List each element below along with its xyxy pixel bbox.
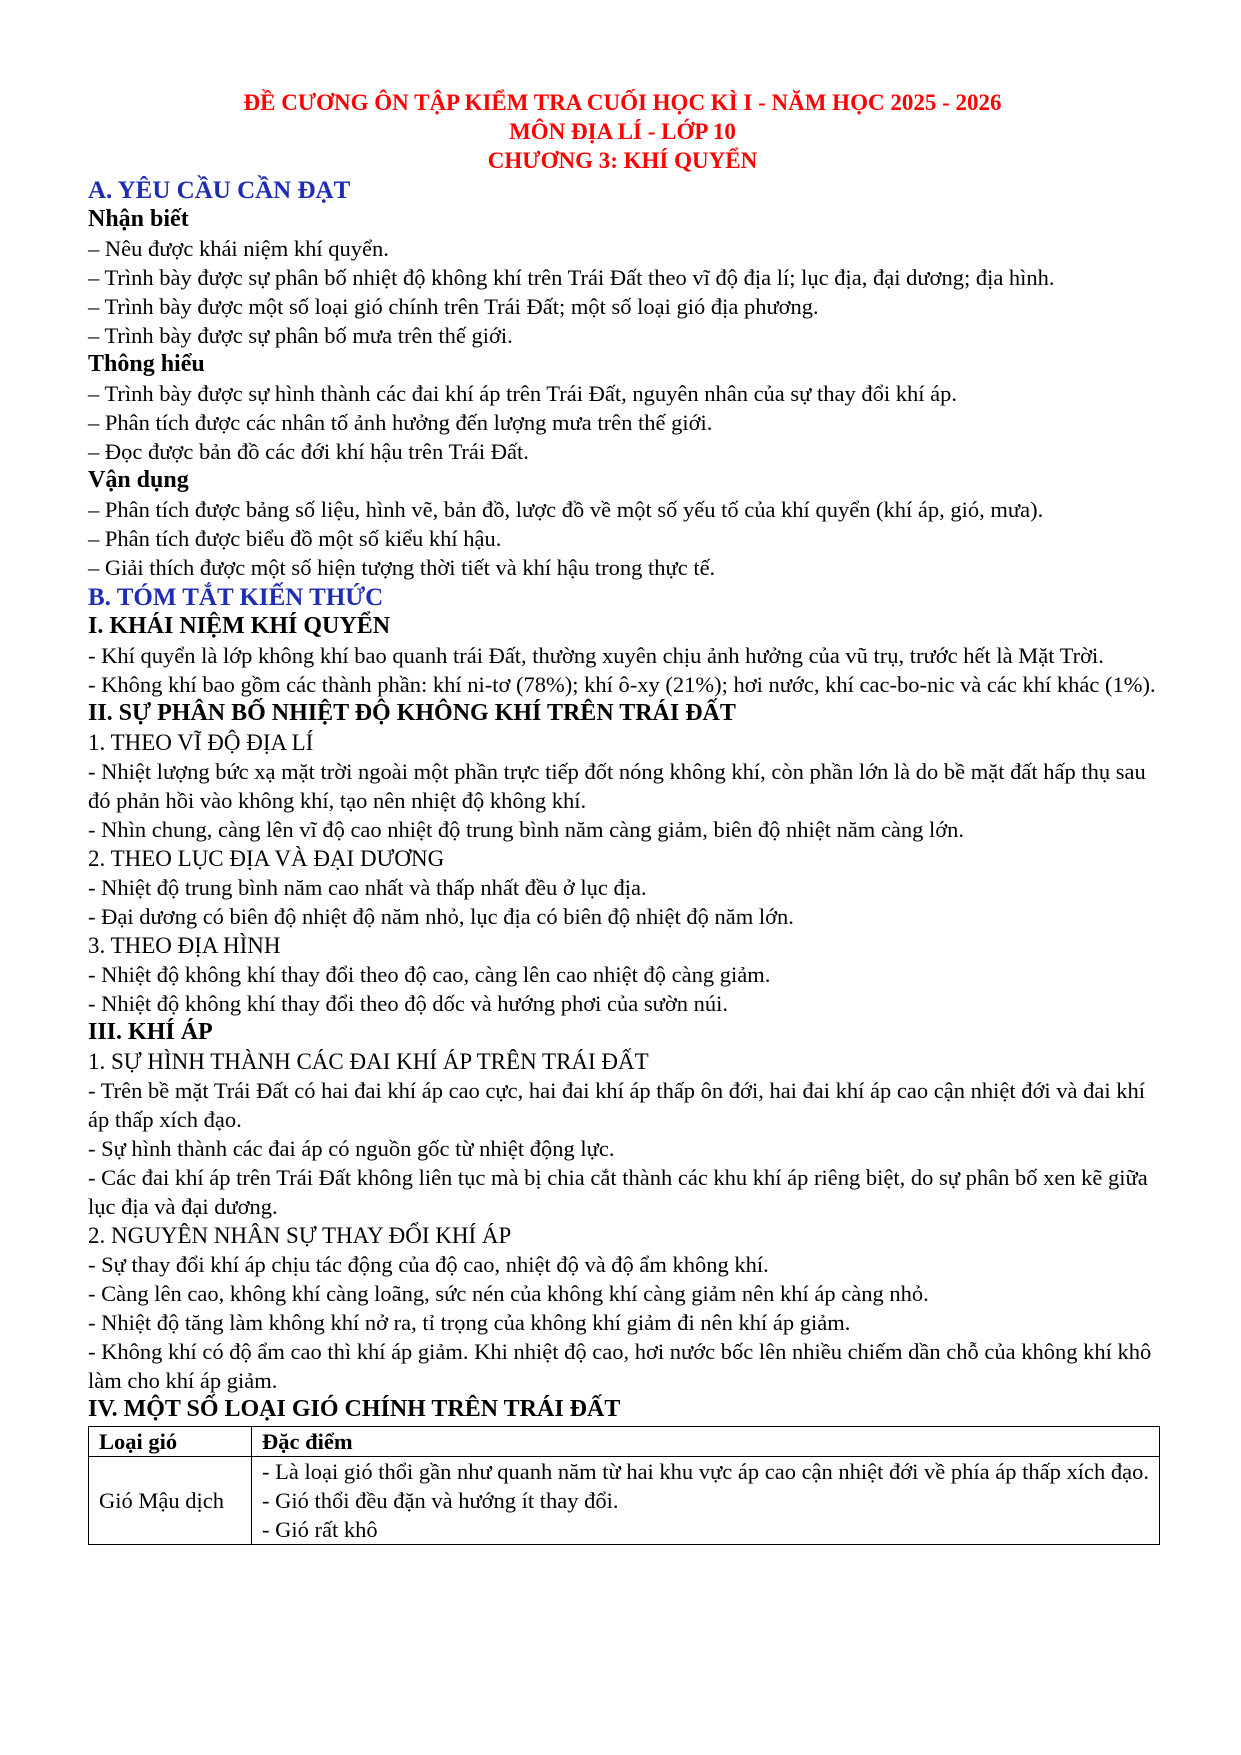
part2-heading: II. SỰ PHÂN BỐ NHIỆT ĐỘ KHÔNG KHÍ TRÊN TRÁI ĐẤT <box>88 700 736 726</box>
table-row <box>89 1457 1160 1545</box>
column-header-characteristics: Đặc điểm <box>252 1427 1160 1457</box>
list-item: – Phân tích được biểu đồ một số kiểu khí hậu. <box>88 526 502 551</box>
paragraph: - Sự thay đổi khí áp chịu tác động của độ cao, nhiệt độ và độ ẩm không khí. <box>88 1252 769 1277</box>
subheading: 2. NGUYÊN NHÂN SỰ THAY ĐỔI KHÍ ÁP <box>88 1223 512 1248</box>
paragraph: - Nhiệt độ tăng làm không khí nở ra, tỉ trọng của không khí giảm đi nên khí áp giảm. <box>88 1310 851 1335</box>
header-chapter: CHƯƠNG 3: KHÍ QUYỂN <box>487 148 758 173</box>
wind-name-cell: Gió Mậu dịch <box>89 1457 252 1545</box>
list-item: – Trình bày được một số loại gió chính trên Trái Đất; một số loại gió địa phương. <box>88 294 819 319</box>
paragraph: - Càng lên cao, không khí càng loãng, sức nén của không khí càng giảm nên khí áp càng nhỏ. <box>88 1281 929 1306</box>
list-item: – Trình bày được sự phân bố nhiệt độ không khí trên Trái Đất theo vĩ độ địa lí; lục địa, đại dương; địa hình. <box>88 265 1055 290</box>
subheading: 1. THEO VĨ ĐỘ ĐỊA LÍ <box>88 730 314 755</box>
column-header-wind-type: Loại gió <box>89 1427 252 1457</box>
thong-hieu-heading: Thông hiểu <box>88 351 205 377</box>
section-b-title: B. TÓM TẮT KIẾN THỨC <box>88 584 384 611</box>
paragraph: - Nhìn chung, càng lên vĩ độ cao nhiệt độ trung bình năm càng giảm, biên độ nhiệt năm càng lớn. <box>88 817 965 842</box>
subheading: 2. THEO LỤC ĐỊA VÀ ĐẠI DƯƠNG <box>88 846 445 871</box>
wind-description-cell <box>252 1457 1160 1545</box>
paragraph: - Không khí bao gồm các thành phần: khí ni-tơ (78%); khí ô-xy (21%); hơi nước, khí cac-bo-nic và các khí khác (1%). <box>88 672 1156 697</box>
paragraph: - Các đai khí áp trên Trái Đất không liên tục mà bị chia cắt thành các khu khí áp riêng biệt, do sự phân bố xen kẽ giữa lục địa và đại dương. <box>88 1165 1148 1219</box>
wind-types-table <box>88 1426 1160 1545</box>
table-header-row <box>89 1427 1160 1457</box>
section-a-title: A. YÊU CẦU CẦN ĐẠT <box>88 177 351 204</box>
paragraph: - Đại dương có biên độ nhiệt độ năm nhỏ, lục địa có biên độ nhiệt độ năm lớn. <box>88 904 794 929</box>
list-item: – Phân tích được bảng số liệu, hình vẽ, bản đồ, lược đồ về một số yếu tố của khí quyển (khí áp, gió, mưa). <box>88 497 1044 522</box>
part4-heading: IV. MỘT SỐ LOẠI GIÓ CHÍNH TRÊN TRÁI ĐẤT <box>88 1396 621 1422</box>
document-header <box>88 88 1157 175</box>
list-item: – Nêu được khái niệm khí quyển. <box>88 236 389 261</box>
subheading: 1. SỰ HÌNH THÀNH CÁC ĐAI KHÍ ÁP TRÊN TRÁI ĐẤT <box>88 1049 649 1074</box>
list-item: – Đọc được bản đồ các đới khí hậu trên Trái Đất. <box>88 439 529 464</box>
description-line: - Gió thổi đều đặn và hướng ít thay đổi. <box>262 1488 619 1513</box>
paragraph: - Trên bề mặt Trái Đất có hai đai khí áp cao cực, hai đai khí áp thấp ôn đới, hai đai khí áp cao cận nhiệt đới và đai khí áp thấp xích đạo. <box>88 1078 1145 1132</box>
van-dung-heading: Vận dụng <box>88 467 189 493</box>
paragraph: - Nhiệt độ không khí thay đổi theo độ dốc và hướng phơi của sườn núi. <box>88 991 728 1016</box>
paragraph: - Không khí có độ ẩm cao thì khí áp giảm. Khi nhiệt độ cao, hơi nước bốc lên nhiều chiếm dần chỗ của không khí khô làm cho khí áp giảm. <box>88 1339 1152 1393</box>
paragraph: - Sự hình thành các đai áp có nguồn gốc từ nhiệt động lực. <box>88 1136 615 1161</box>
description-line: - Là loại gió thổi gần như quanh năm từ hai khu vực áp cao cận nhiệt đới về phía áp thấp xích đạo. <box>262 1459 1149 1484</box>
part3-heading: III. KHÍ ÁP <box>88 1019 213 1045</box>
paragraph: - Nhiệt lượng bức xạ mặt trời ngoài một phần trực tiếp đốt nóng không khí, còn phần lớn là do bề mặt đất hấp thụ sau đó phản hồi vào không khí, tạo nên nhiệt độ không khí. <box>88 759 1146 813</box>
paragraph: - Nhiệt độ không khí thay đổi theo độ cao, càng lên cao nhiệt độ càng giảm. <box>88 962 771 987</box>
header-title: ĐỀ CƯƠNG ÔN TẬP KIỂM TRA CUỐI HỌC KÌ I - NĂM HỌC 2025 - 2026 <box>243 90 1002 115</box>
description-line: - Gió rất khô <box>262 1517 378 1542</box>
paragraph: - Khí quyển là lớp không khí bao quanh trái Đất, thường xuyên chịu ảnh hưởng của vũ trụ, trước hết là Mặt Trời. <box>88 643 1104 668</box>
list-item: – Trình bày được sự hình thành các đai khí áp trên Trái Đất, nguyên nhân của sự thay đổi khí áp. <box>88 381 957 406</box>
list-item: – Trình bày được sự phân bố mưa trên thế giới. <box>88 323 513 348</box>
subheading: 3. THEO ĐỊA HÌNH <box>88 933 281 958</box>
nhan-biet-heading: Nhận biết <box>88 206 189 232</box>
paragraph: - Nhiệt độ trung bình năm cao nhất và thấp nhất đều ở lục địa. <box>88 875 647 900</box>
list-item: – Phân tích được các nhân tố ảnh hưởng đến lượng mưa trên thế giới. <box>88 410 713 435</box>
header-subject: MÔN ĐỊA LÍ - LỚP 10 <box>509 119 736 144</box>
part1-heading: I. KHÁI NIỆM KHÍ QUYỂN <box>88 613 391 639</box>
list-item: – Giải thích được một số hiện tượng thời tiết và khí hậu trong thực tế. <box>88 555 716 580</box>
